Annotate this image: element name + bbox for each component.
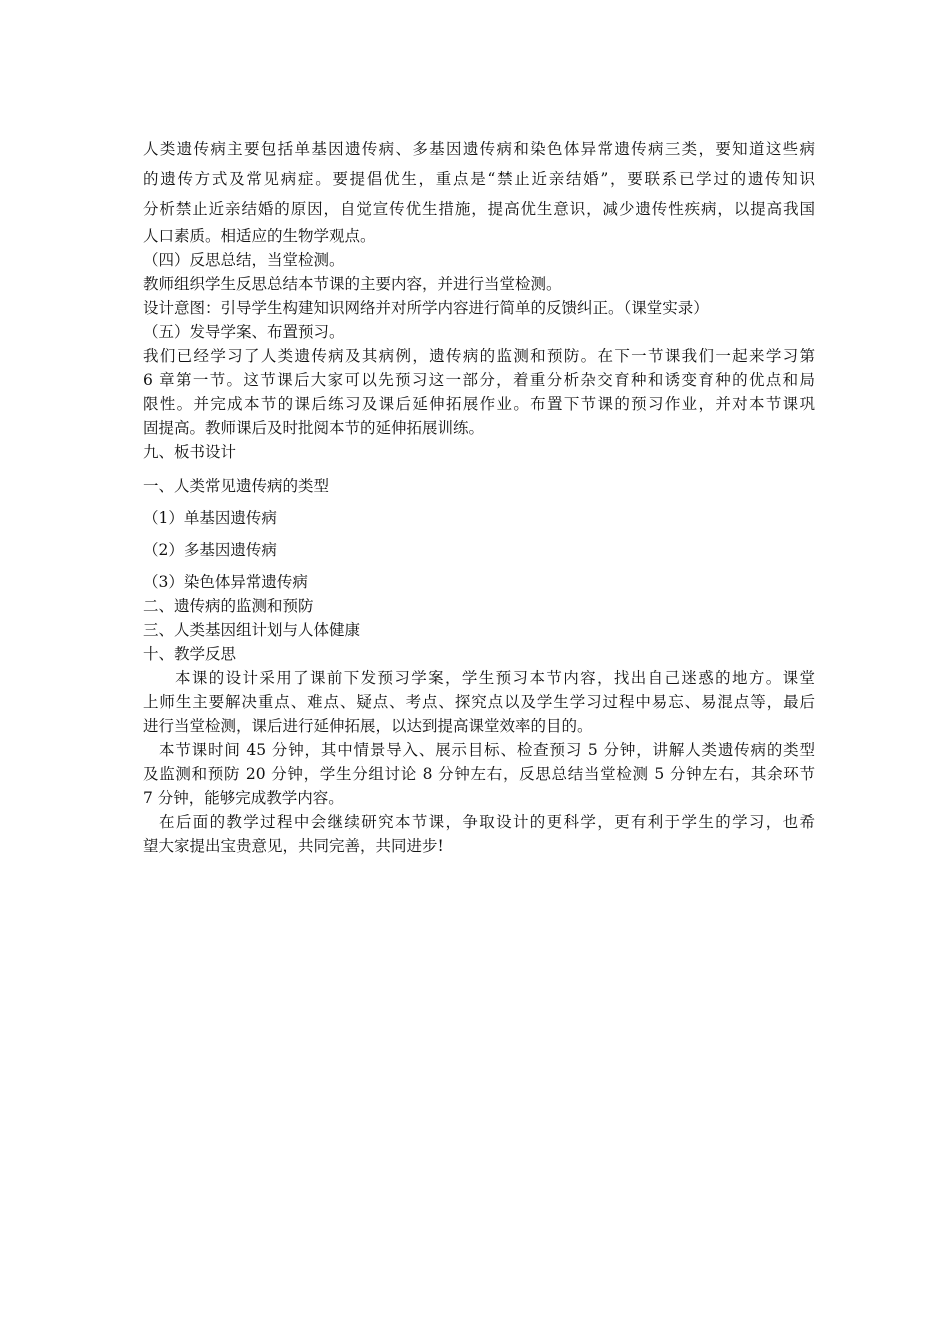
reflection-paragraph-1 [143, 666, 815, 738]
intro-paragraph [143, 134, 815, 248]
board-item: 三、人类基因组计划与人体健康 [143, 621, 361, 639]
section-heading: 十、教学反思 [143, 645, 237, 663]
text-line: 限性。并完成本节的课后练习及课后延伸拓展作业。布置下节课的预习作业，并对本节课巩 [143, 395, 815, 413]
text-line: 进行当堂检测，课后进行延伸拓展，以达到提高课堂效率的目的。 [143, 717, 593, 735]
board-item: 二、遗传病的监测和预防 [143, 597, 314, 615]
text-line: 人类遗传病主要包括单基因遗传病、多基因遗传病和染色体异常遗传病三类，要知道这些病 [143, 140, 815, 158]
paragraph: 教师组织学生反思总结本节课的主要内容，并进行当堂检测。 [143, 275, 562, 293]
text-line: 本课的设计采用了课前下发预习学案，学生预习本节内容，找出自己迷惑的地方。课堂 [175, 669, 815, 687]
text-line: 我们已经学习了人类遗传病及其病例，遗传病的监测和预防。在下一节课我们一起来学习第 [143, 347, 815, 365]
text-line: 望大家提出宝贵意见，共同完善，共同进步! [143, 837, 444, 855]
design-intent: 设计意图：引导学生构建知识网络并对所学内容进行简单的反馈纠正。（课堂实录） [143, 299, 709, 317]
reflection-paragraph-2 [143, 738, 815, 810]
section-heading: （四）反思总结，当堂检测。 [143, 251, 345, 269]
board-design [143, 470, 815, 642]
text-line: 在后面的教学过程中会继续研究本节课，争取设计的更科学，更有利于学生的学习，也希 [159, 813, 815, 831]
preview-paragraph [143, 344, 815, 440]
text-line: 上师生主要解决重点、难点、疑点、考点、探究点以及学生学习过程中易忘、易混点等，最后 [143, 693, 815, 711]
board-item: 一、人类常见遗传病的类型 [143, 477, 330, 495]
reflection-paragraph-3 [143, 810, 815, 858]
text-line: 分析禁止近亲结婚的原因，自觉宣传优生措施，提高优生意识，减少遗传性疾病，以提高我国 [143, 200, 815, 218]
board-subitem: （2）多基因遗传病 [143, 541, 277, 559]
text-line: 人口素质。相适应的生物学观点。 [143, 227, 376, 245]
text-line: 本节课时间 45 分钟，其中情景导入、展示目标、检查预习 5 分钟，讲解人类遗传病的类型 [159, 741, 815, 759]
text-line: 7 分钟，能够完成教学内容。 [143, 789, 344, 807]
text-line: 的遗传方式及常见病症。要提倡优生，重点是“禁止近亲结婚”，要联系已学过的遗传知识 [143, 170, 815, 188]
document-body [143, 134, 815, 858]
text-line: 6 章第一节。这节课后大家可以先预习这一部分，着重分析杂交育种和诱变育种的优点和局 [143, 371, 815, 389]
section-heading: （五）发导学案、布置预习。 [143, 323, 345, 341]
text-line: 及监测和预防 20 分钟，学生分组讨论 8 分钟左右，反思总结当堂检测 5 分钟左右，其余环节 [143, 765, 815, 783]
text-line: 固提高。教师课后及时批阅本节的延伸拓展训练。 [143, 419, 485, 437]
board-subitem: （1）单基因遗传病 [143, 509, 277, 527]
board-subitem: （3）染色体异常遗传病 [143, 573, 308, 591]
section-heading: 九、板书设计 [143, 443, 237, 461]
